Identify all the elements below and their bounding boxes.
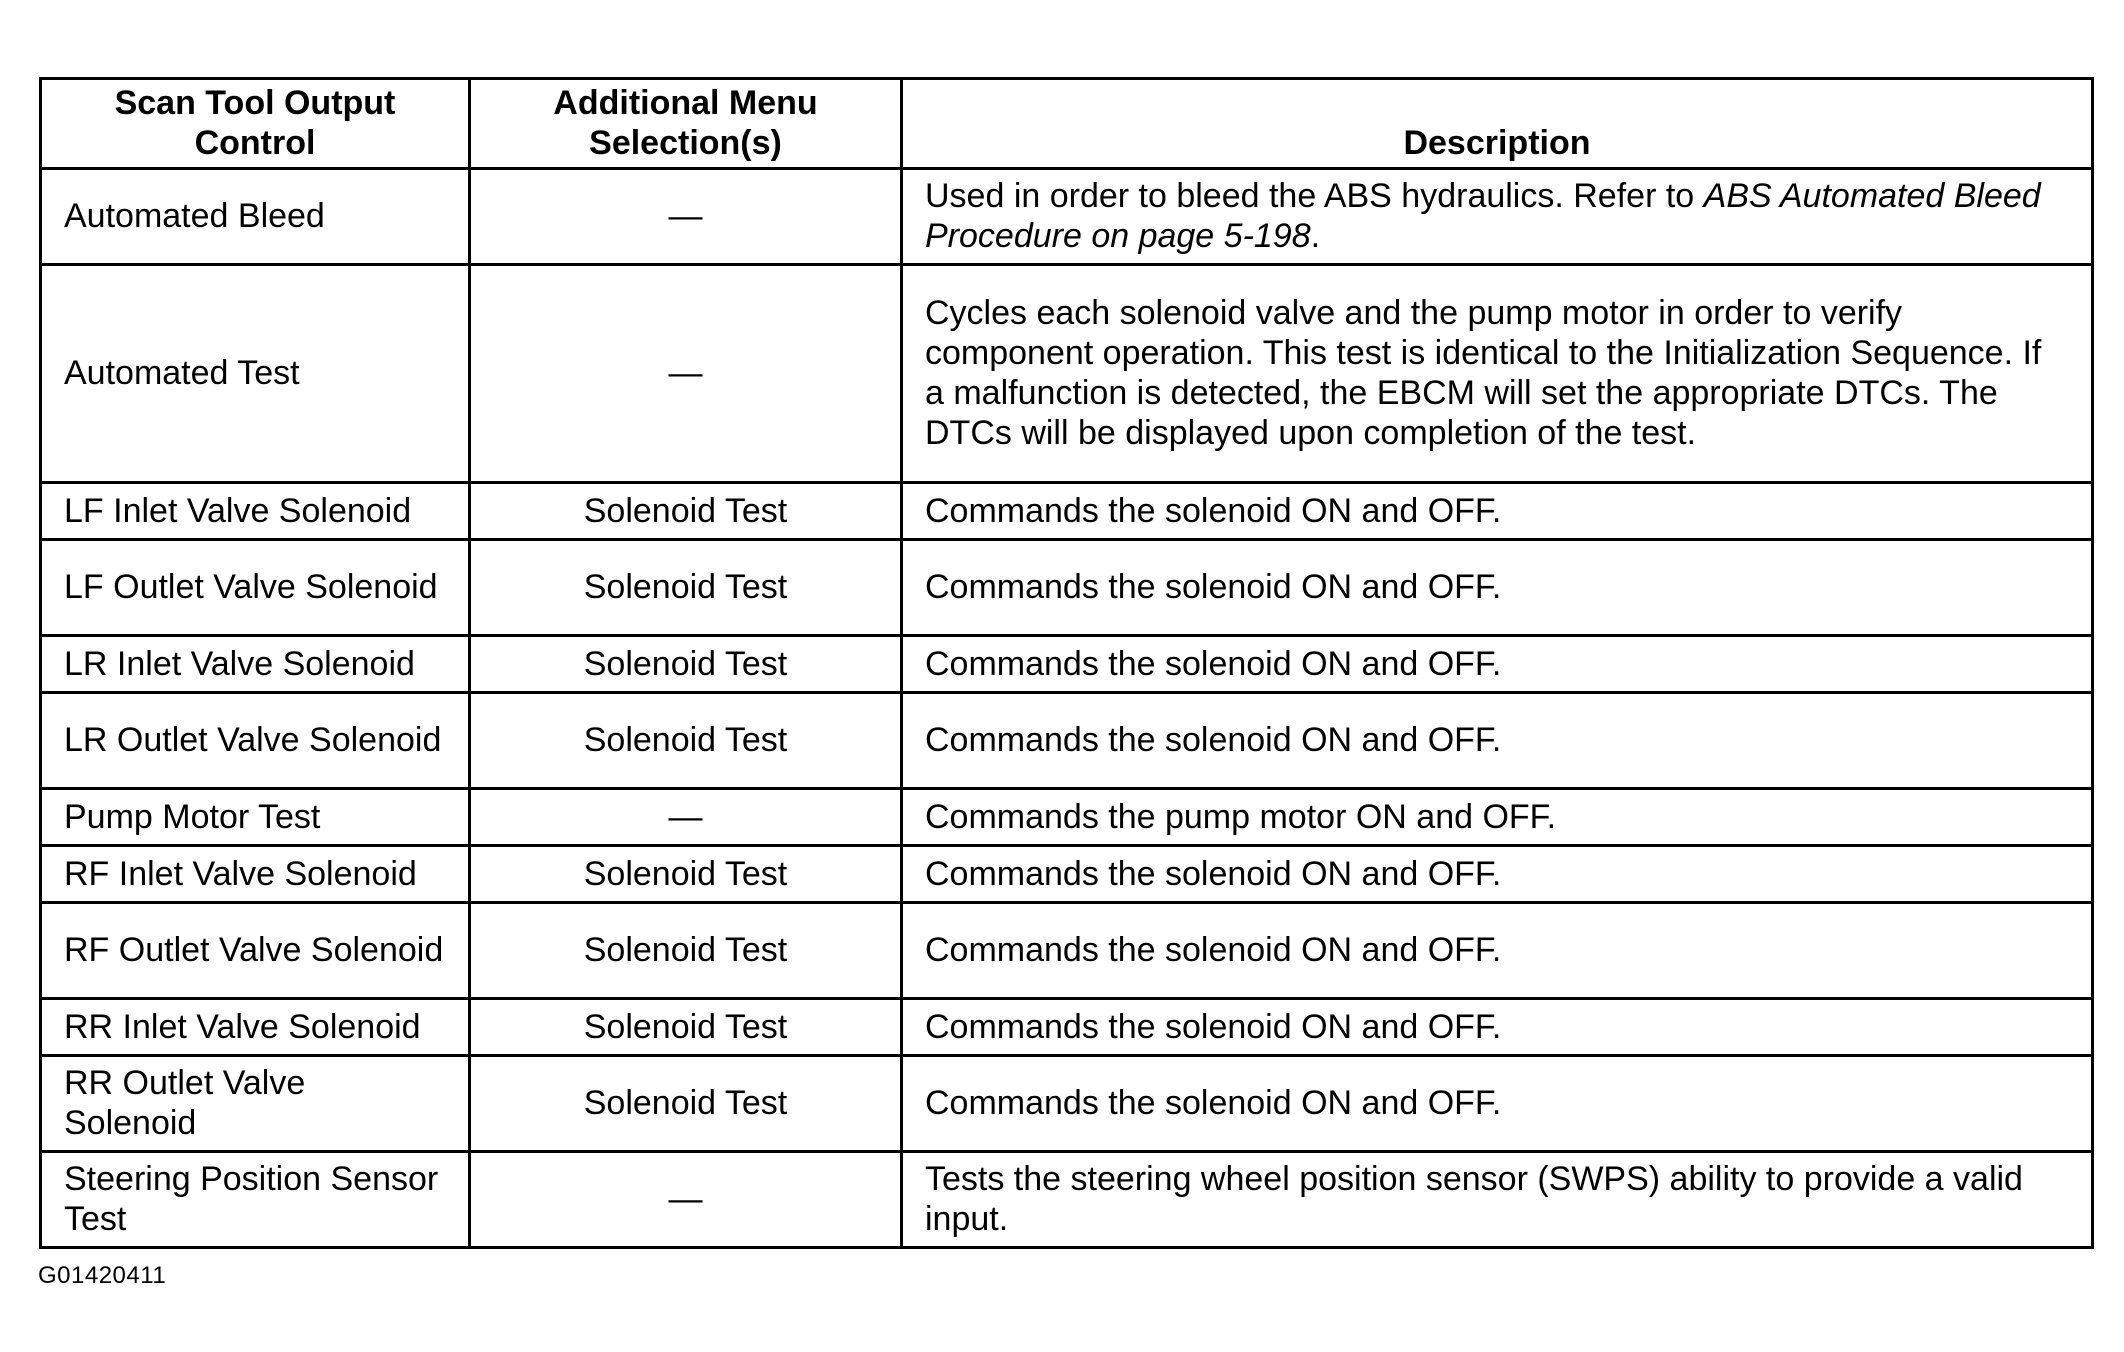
table-row — [41, 265, 2093, 483]
menu-selection-cell: — — [470, 789, 902, 846]
header-additional-menu-selections — [470, 79, 902, 169]
control-cell: RR Inlet Valve Solenoid — [41, 999, 470, 1056]
menu-selection-cell: Solenoid Test — [470, 540, 902, 636]
table-row — [41, 483, 2093, 540]
table-row — [41, 789, 2093, 846]
description-text: Used in order to bleed the ABS hydraulics. Refer to — [925, 177, 1704, 215]
table-row — [41, 540, 2093, 636]
table-row — [41, 999, 2093, 1056]
table-row — [41, 636, 2093, 693]
control-cell: LF Inlet Valve Solenoid — [41, 483, 470, 540]
menu-selection-cell: Solenoid Test — [470, 999, 902, 1056]
description-cell: Commands the solenoid ON and OFF. — [902, 846, 2093, 903]
control-cell: LR Outlet Valve Solenoid — [41, 693, 470, 789]
description-text-end: . — [1310, 217, 1321, 255]
menu-selection-cell: Solenoid Test — [470, 903, 902, 999]
menu-selection-cell: — — [470, 169, 902, 265]
control-cell: LF Outlet Valve Solenoid — [41, 540, 470, 636]
document-sheet — [39, 77, 2091, 1249]
menu-selection-cell: Solenoid Test — [470, 483, 902, 540]
control-cell: Steering Position Sensor Test — [41, 1152, 470, 1248]
description-cell: Commands the solenoid ON and OFF. — [902, 903, 2093, 999]
menu-selection-cell: Solenoid Test — [470, 846, 902, 903]
description-cell: Commands the pump motor ON and OFF. — [902, 789, 2093, 846]
header-scan-tool-output-control — [41, 79, 470, 169]
control-cell: Automated Bleed — [41, 169, 470, 265]
header-control-line2: Control — [194, 123, 316, 162]
table-row — [41, 1152, 2093, 1248]
description-cell: Commands the solenoid ON and OFF. — [902, 1056, 2093, 1152]
table-row — [41, 693, 2093, 789]
menu-selection-cell: Solenoid Test — [470, 693, 902, 789]
figure-id-label: G01420411 — [38, 1262, 167, 1289]
table-row — [41, 903, 2093, 999]
description-reference-link-text: ABS Automated Bleed Procedure on page 5-198 — [925, 177, 2041, 255]
control-cell: RF Inlet Valve Solenoid — [41, 846, 470, 903]
menu-selection-cell: Solenoid Test — [470, 636, 902, 693]
menu-selection-cell: — — [470, 1152, 902, 1248]
description-cell: Commands the solenoid ON and OFF. — [902, 483, 2093, 540]
menu-selection-cell: — — [470, 265, 902, 483]
control-cell: Automated Test — [41, 265, 470, 483]
description-cell: Commands the solenoid ON and OFF. — [902, 999, 2093, 1056]
description-cell: Cycles each solenoid valve and the pump motor in order to verify component operation. This test is identical to the Initialization Sequence. If a malfunction is detected, the EBCM will set the appropriate DTCs. The DTCs will be displayed upon completion of the test. — [902, 265, 2093, 483]
control-cell: RR Outlet Valve Solenoid — [41, 1056, 470, 1152]
table-row — [41, 1056, 2093, 1152]
scan-tool-output-control-table — [39, 77, 2094, 1249]
table-header-row — [41, 79, 2093, 169]
description-cell: Commands the solenoid ON and OFF. — [902, 693, 2093, 789]
control-cell: LR Inlet Valve Solenoid — [41, 636, 470, 693]
header-description: Description — [902, 79, 2093, 169]
header-menu-line2: Selection(s) — [589, 123, 782, 162]
control-cell: RF Outlet Valve Solenoid — [41, 903, 470, 999]
description-cell: Tests the steering wheel position sensor (SWPS) ability to provide a valid input. — [902, 1152, 2093, 1248]
header-menu-line1: Additional Menu — [553, 83, 818, 122]
table-row — [41, 846, 2093, 903]
description-cell — [902, 169, 2093, 265]
description-cell: Commands the solenoid ON and OFF. — [902, 636, 2093, 693]
table-row — [41, 169, 2093, 265]
description-cell: Commands the solenoid ON and OFF. — [902, 540, 2093, 636]
control-cell: Pump Motor Test — [41, 789, 470, 846]
menu-selection-cell: Solenoid Test — [470, 1056, 902, 1152]
header-control-line1: Scan Tool Output — [114, 83, 396, 122]
